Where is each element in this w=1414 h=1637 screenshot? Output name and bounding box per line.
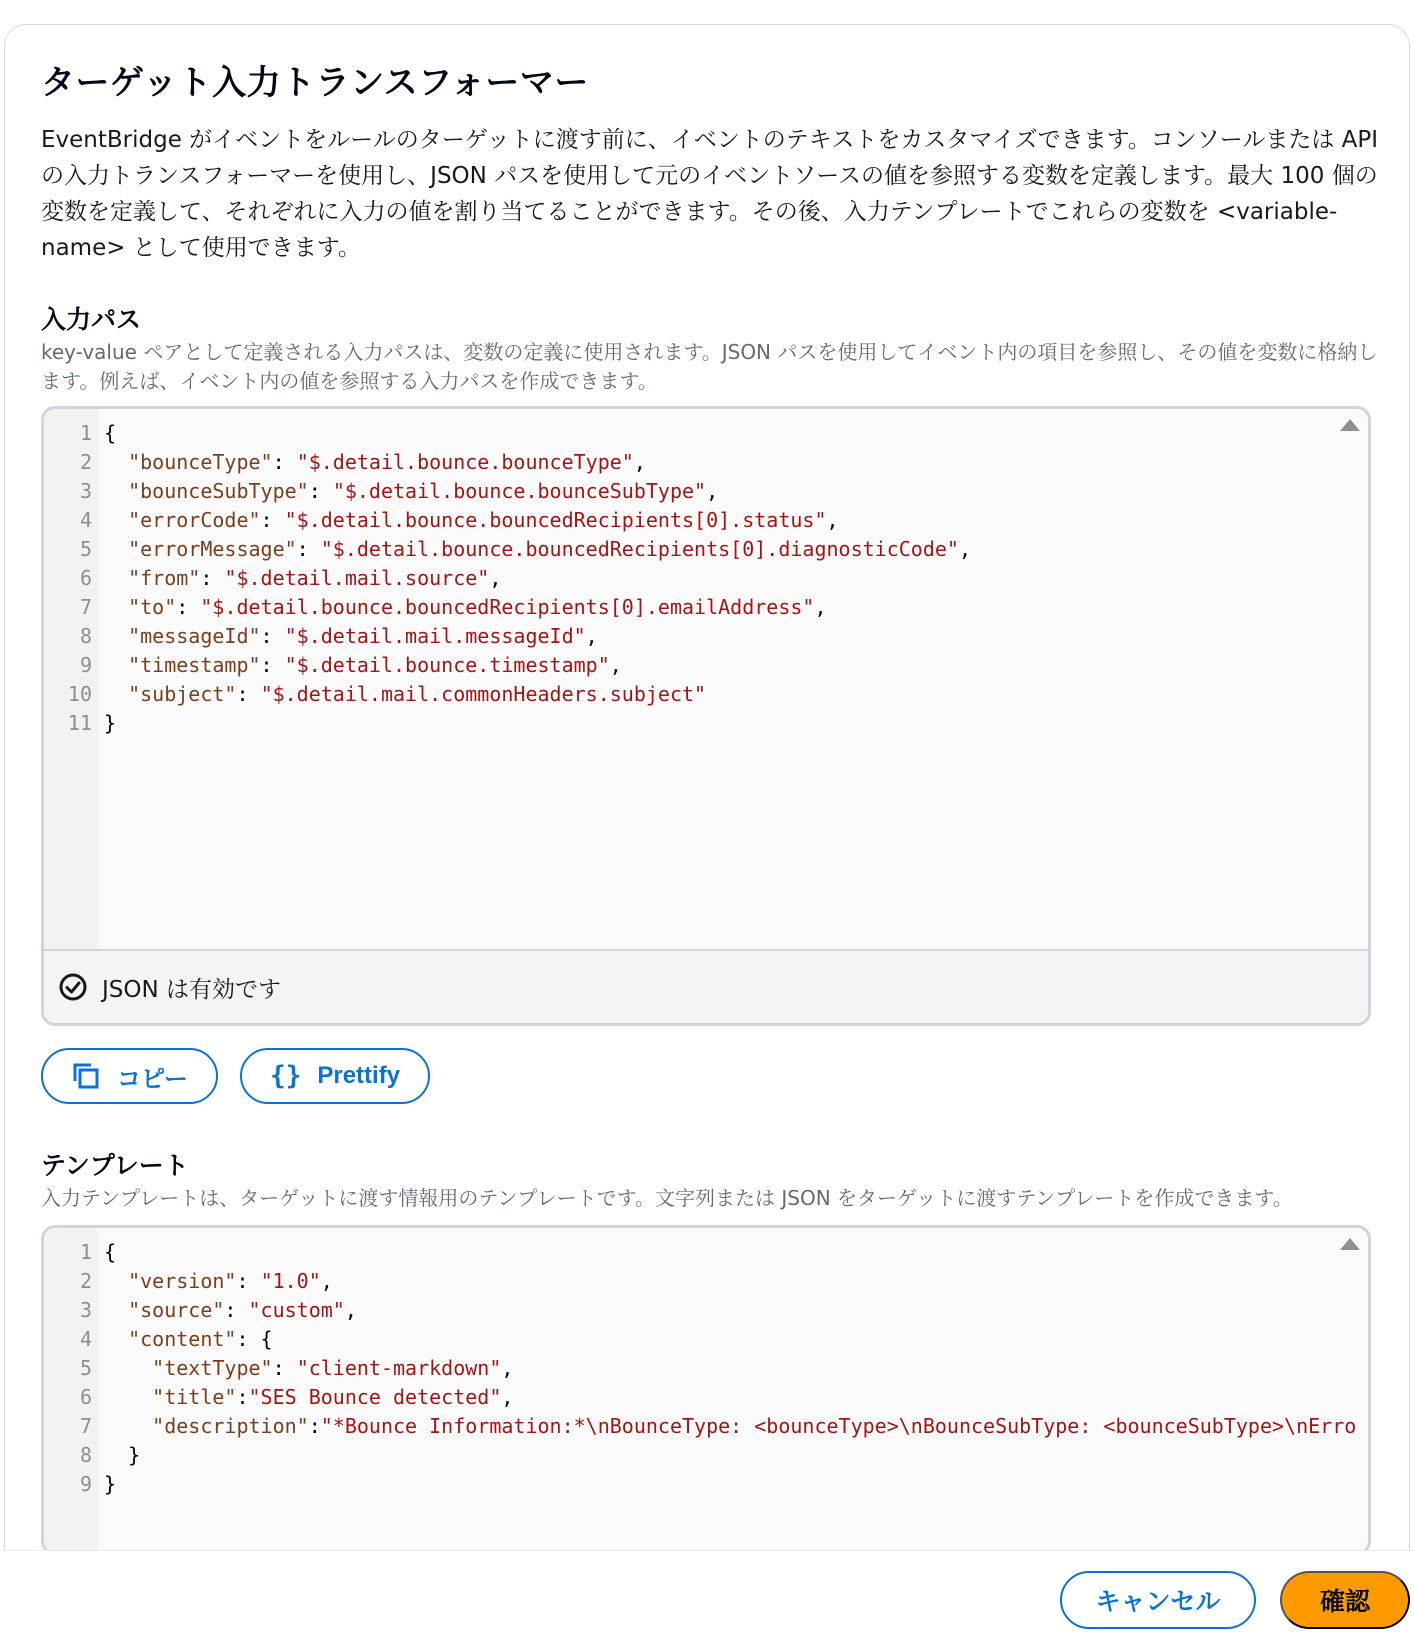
json-punct: : [260,653,285,677]
code-line [104,1412,1368,1441]
line-number: 8 [79,1443,92,1467]
line-number: 7 [79,1414,92,1438]
line-number: 4 [79,508,92,532]
json-punct: : [224,1298,249,1322]
json-punct [104,653,128,677]
line-number: 5 [79,537,92,561]
json-punct: : [236,1385,249,1409]
template-editor[interactable] [41,1225,1371,1555]
modal-title: ターゲット入力トランスフォーマー [41,63,589,103]
line-number: 11 [67,711,92,735]
json-punct [104,595,128,619]
json-string: "$.detail.bounce.timestamp" [284,653,610,677]
line-number: 1 [79,1240,92,1264]
json-key: "description" [152,1414,309,1438]
line-number: 1 [79,421,92,445]
code-line [104,1238,1368,1267]
line-number: 3 [79,1298,92,1322]
json-string: "$.detail.bounce.bouncedRecipients[0].status" [284,508,827,532]
modal-description: EventBridge がイベントをルールのターゲットに渡す前に、イベントのテキストをカスタマイズできます。コンソールまたは API の入力トランスフォーマーを使用し、JSON パスを使用して元のイベントソースの値を参照する変数を定義します。最大 100 個の変数を定義して、それぞれに入力の値を割り当てることができます。その後、入力テンプレートでこれらの変数を <variable-name> として使用できます。 [41,127,1379,261]
json-punct [104,682,128,706]
code-line [104,1325,1368,1354]
json-punct: , [501,1356,514,1380]
line-numbers [44,409,98,949]
json-key: "title" [152,1385,237,1409]
json-punct: { [104,1240,117,1264]
json-punct: , [826,508,839,532]
confirm-button[interactable]: 確認 [1280,1571,1410,1629]
json-key: "errorMessage" [128,537,297,561]
check-circle-icon [58,972,88,1002]
json-string: "client-markdown" [296,1356,502,1380]
json-punct: , [958,537,971,561]
code-line [104,1354,1368,1383]
code-line [104,419,1368,448]
line-numbers [44,1228,98,1555]
json-punct: , [344,1298,357,1322]
json-string: "$.detail.mail.commonHeaders.subject" [260,682,707,706]
json-key: "bounceSubType" [128,479,309,503]
code-line [104,1470,1368,1499]
line-number: 2 [79,1269,92,1293]
json-punct: : { [236,1327,273,1351]
json-punct: : [296,537,321,561]
json-punct [104,1414,152,1438]
json-string: "$.detail.mail.source" [224,566,490,590]
cancel-button[interactable]: キャンセル [1060,1571,1256,1629]
json-string: "*Bounce Information:*\nBounceType: <bounceType>\nBounceSubType: <bounceSubType>\nErro [320,1414,1357,1438]
input-path-description: key-value ペアとして定義される入力パスは、変数の定義に使用されます。JSON パスを使用してイベント内の項目を参照し、その値を変数に格納します。例えば、イベント内の値を参照する入力パスを作成できます。 [41,340,1378,393]
json-punct [104,508,128,532]
code-line [104,709,1368,738]
line-number: 9 [79,1472,92,1496]
json-punct [104,624,128,648]
json-punct [104,566,128,590]
json-string: "$.detail.bounce.bouncedRecipients[0].emailAddress" [200,595,815,619]
line-number: 2 [79,450,92,474]
json-string: "$.detail.mail.messageId" [284,624,586,648]
json-key: "timestamp" [128,653,261,677]
code-line [104,564,1368,593]
json-punct: : [272,1356,297,1380]
json-key: "from" [128,566,201,590]
json-punct: , [706,479,719,503]
json-key: "to" [128,595,177,619]
json-punct [104,479,128,503]
json-punct: : [272,450,297,474]
json-key: "content" [128,1327,237,1351]
json-punct: : [308,1414,321,1438]
json-punct [104,1385,152,1409]
prettify-label: Prettify [317,1062,401,1089]
json-key: "bounceType" [128,450,273,474]
json-punct: : [260,508,285,532]
json-key: "textType" [152,1356,273,1380]
copy-icon [71,1061,101,1091]
json-key: "source" [128,1298,225,1322]
editor-actions [41,1048,1373,1104]
json-punct [104,1356,152,1380]
json-punct [104,1269,128,1293]
template-title: テンプレート [41,1151,189,1180]
code-line [104,1383,1368,1412]
code-line [104,622,1368,651]
code-lines[interactable] [98,409,1368,949]
input-path-title: 入力パス [41,305,142,334]
json-punct: , [814,595,827,619]
line-number: 10 [67,682,92,706]
template-description: 入力テンプレートは、ターゲットに渡す情報用のテンプレートです。文字列または JSON をターゲットに渡すテンプレートを作成できます。 [41,1186,1293,1210]
json-punct: } [104,1472,117,1496]
json-punct: : [176,595,201,619]
json-punct [104,1298,128,1322]
code-line [104,448,1368,477]
json-string: "1.0" [260,1269,321,1293]
json-key: "errorCode" [128,508,261,532]
prettify-button[interactable] [240,1048,430,1104]
json-key: "messageId" [128,624,261,648]
json-punct [104,537,128,561]
json-punct: : [236,682,261,706]
json-string: "custom" [248,1298,345,1322]
json-punct: , [585,624,598,648]
json-punct: , [501,1385,514,1409]
copy-button[interactable] [41,1048,218,1104]
scroll-up-icon[interactable] [1340,419,1360,431]
code-lines[interactable] [98,1228,1368,1555]
line-number: 5 [79,1356,92,1380]
code-line [104,651,1368,680]
json-punct: } [104,711,117,735]
json-punct: , [633,450,646,474]
code-line [104,535,1368,564]
json-key: "subject" [128,682,237,706]
json-punct: { [104,421,117,445]
json-key: "version" [128,1269,237,1293]
validation-text: JSON は有効です [102,976,282,1003]
json-punct: , [320,1269,333,1293]
json-punct: : [236,1269,261,1293]
json-punct: , [609,653,622,677]
scroll-up-icon[interactable] [1340,1238,1360,1250]
line-number: 7 [79,595,92,619]
code-line [104,680,1368,709]
copy-label: コピー [117,1065,189,1093]
line-number: 8 [79,624,92,648]
json-string: "$.detail.bounce.bounceType" [296,450,634,474]
code-line [104,1296,1368,1325]
code-line [104,506,1368,535]
json-string: "$.detail.bounce.bouncedRecipients[0].diagnosticCode" [320,537,959,561]
json-punct: : [200,566,225,590]
line-number: 9 [79,653,92,677]
json-punct: , [489,566,502,590]
line-number: 6 [79,1385,92,1409]
json-punct [104,1327,128,1351]
input-path-editor[interactable] [41,406,1371,1026]
json-string: "SES Bounce detected" [248,1385,502,1409]
validation-status [44,949,1368,1023]
json-punct: } [104,1443,141,1467]
line-number: 6 [79,566,92,590]
modal-footer [0,1550,1414,1637]
json-string: "$.detail.bounce.bounceSubType" [332,479,707,503]
code-line [104,593,1368,622]
json-punct: : [260,624,285,648]
json-punct: : [308,479,333,503]
input-transformer-modal [4,24,1410,1637]
code-line [104,477,1368,506]
line-number: 3 [79,479,92,503]
json-punct [104,450,128,474]
code-line [104,1267,1368,1296]
code-line [104,1441,1368,1470]
line-number: 4 [79,1327,92,1351]
braces-icon: {} [270,1061,302,1091]
